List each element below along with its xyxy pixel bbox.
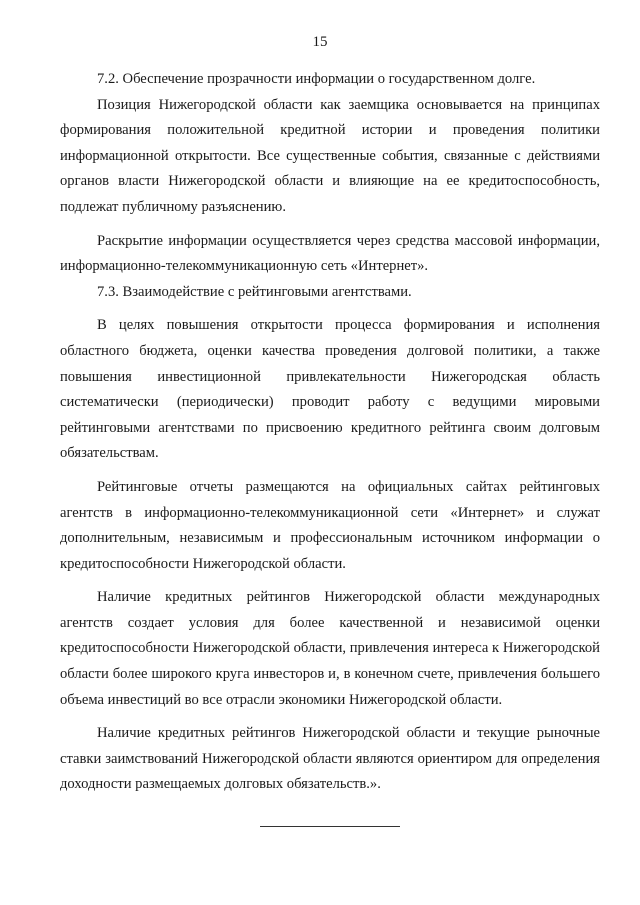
end-divider-line	[260, 826, 400, 827]
page-number: 15	[312, 34, 328, 50]
paragraph: Раскрытие информации осуществляется через средства массовой информации, информационно-телекоммуникационную сеть «Интернет».	[60, 232, 600, 275]
section-heading-7-3: 7.3. Взаимодействие с рейтинговыми агентствами.	[97, 283, 412, 300]
paragraph: Наличие кредитных рейтингов Нижегородской области и текущие рыночные ставки заимствований Нижегородской области являются ориентиром для определения доходности размещаемых долговых обязательств.».	[60, 725, 600, 793]
paragraph: Рейтинговые отчеты размещаются на официальных сайтах рейтинговых агентств в информационно-телекоммуникационной сети «Интернет» и служат дополнительным, независимым и профессиональным источником информации о кредитоспособности Нижегородской области.	[60, 478, 600, 572]
paragraph: Наличие кредитных рейтингов Нижегородской области международных агентств создает условия для более качественной и независимой оценки кредитоспособности Нижегородской области, привлечения интереса к Нижегородской области более широкого круга инвесторов и, в конечном счете, привлечения большего объема инвестиций во все отрасли экономики Нижегородской области.	[60, 589, 600, 708]
document-body	[60, 67, 600, 798]
paragraph: В целях повышения открытости процесса формирования и исполнения областного бюджета, оценки качества проведения долговой политики, а также повышения инвестиционной привлекательности Нижегородская область систематически (периодически) проводит работу с ведущими мировыми рейтинговыми агентствами по присвоению кредитного рейтинга своим долговым обязательствам.	[60, 317, 600, 462]
paragraph: Позиция Нижегородской области как заемщика основывается на принципах формирования положительной кредитной истории и проведения политики информационной открытости. Все существенные события, связанные с действиями органов власти Нижегородской области и влияющие на ее кредитоспособность, подлежат публичному разъяснению.	[60, 96, 600, 215]
section-heading-7-2: 7.2. Обеспечение прозрачности информации о государственном долге.	[97, 71, 536, 87]
